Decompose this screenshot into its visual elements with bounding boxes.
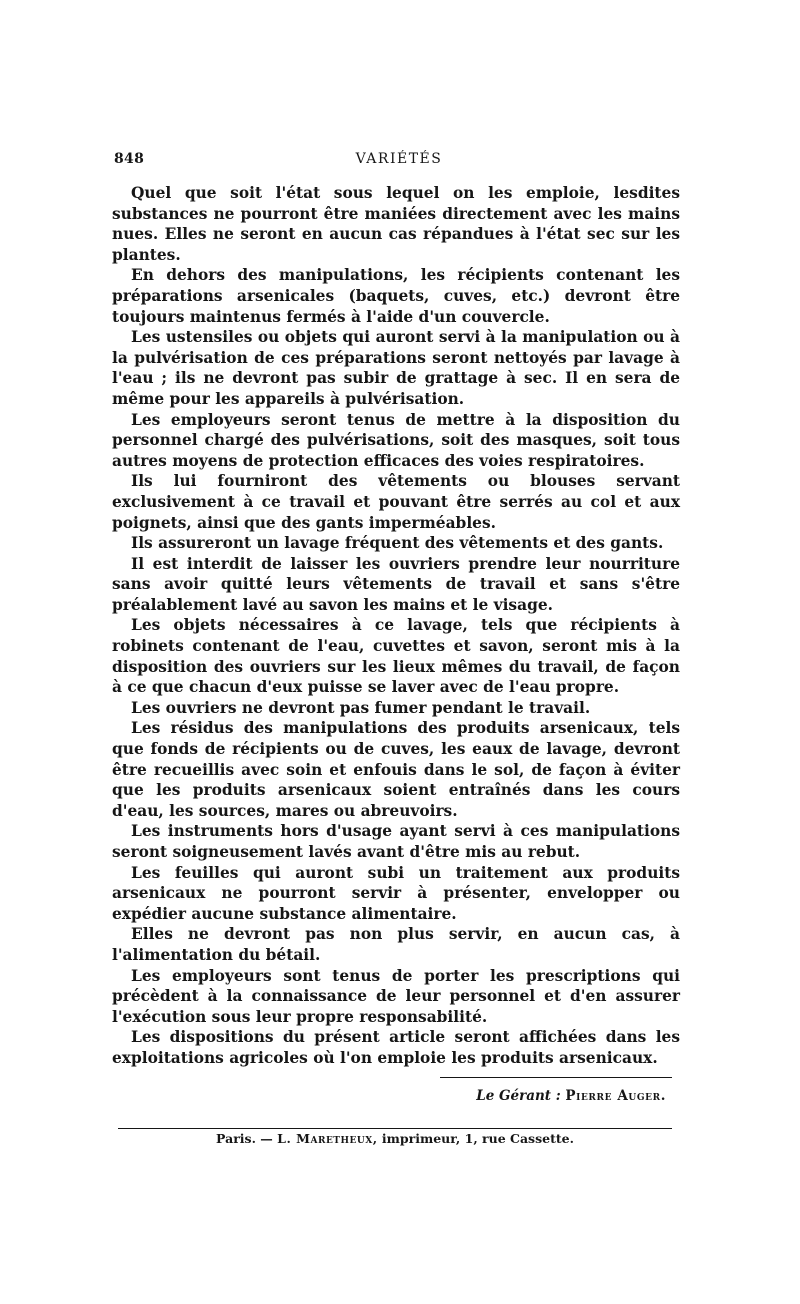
paragraph: Les instruments hors d'usage ayant servi à ces manipulations seront soigneusement lavés avant d'être mis au rebut. [112,822,680,861]
imprint-address: imprimeur, 1, rue Cassette. [381,1131,574,1146]
running-head [114,151,684,173]
body-text [112,183,680,1069]
signature-name: Pierre Auger. [565,1088,666,1104]
paragraph: En dehors des manipulations, les récipients contenant les préparations arsenicales (baquets, cuves, etc.) devront être toujours maintenus fermés à l'aide d'un couvercle. [112,266,680,326]
paragraph: Il est interdit de laisser les ouvriers prendre leur nourriture sans avoir quitté leurs vêtements de travail et sans s'être préalablement lavé au savon les mains et le visage. [112,554,680,614]
section-title: VARIÉTÉS [355,151,443,167]
paragraph: Les ustensiles ou objets qui auront servi à la manipulation ou à la pulvérisation de ces préparations seront nettoyés par lavage à l'eau ; ils ne devront pas subir de grattage à sec. Il en sera de même pour les appareils à pulvérisation. [112,328,680,408]
paragraph: Elles ne devront pas non plus servir, en aucun cas, à l'alimentation du bétail. [112,925,680,964]
paragraph: Ils lui fourniront des vêtements ou blouses servant exclusivement à ce travail et pouvant être serrés au col et aux poignets, ainsi que des gants imperméables. [112,472,680,532]
paragraph: Les objets nécessaires à ce lavage, tels que récipients à robinets contenant de l'eau, cuvettes et savon, seront mis à la disposition des ouvriers sur les lieux mêmes du travail, de façon à ce que chacun d'eux puisse se laver avec de l'eau propre. [112,616,680,697]
paragraph: Les dispositions du présent article seront affichées dans les exploitations agricoles où l'on emploie les produits arsenicaux. [112,1028,680,1067]
printer-imprint [118,1131,672,1146]
paragraph: Quel que soit l'état sous lequel on les emploie, lesdites substances ne pourront être maniées directement avec les mains nues. Elles ne seront en aucun cas répandues à l'état sec sur les plantes. [112,184,680,264]
paragraph: Les ouvriers ne devront pas fumer pendant le travail. [131,698,591,717]
signature-divider [440,1077,672,1078]
paragraph: Les employeurs seront tenus de mettre à la disposition du personnel chargé des pulvérisations, soit des masques, soit tous autres moyens de protection efficaces des voies respiratoires. [112,410,680,470]
paragraph: Les résidus des manipulations des produits arsenicaux, tels que fonds de récipients ou de cuves, les eaux de lavage, devront être recueillis avec soin et enfouis dans le sol, de façon à éviter que les produits arsenicaux soient entraînés dans les cours d'eau, les sources, mares ou abreuvoirs. [112,719,680,820]
signature-role: Le Gérant : [476,1088,561,1104]
signature-line [440,1088,666,1104]
imprint-divider [118,1128,672,1129]
imprint-printer: L. Maretheux, [277,1131,378,1146]
page-number: 848 [114,151,145,167]
paragraph: Ils assureront un lavage fréquent des vêtements et des gants. [131,534,664,553]
imprint-city: Paris. — [216,1131,273,1146]
paragraph: Les feuilles qui auront subi un traitement aux produits arsenicaux ne pourront servir à présenter, envelopper ou expédier aucune substance alimentaire. [112,863,680,923]
paragraph: Les employeurs sont tenus de porter les prescriptions qui précèdent à la connaissance de leur personnel et d'en assurer l'exécution sous leur propre responsabilité. [112,966,680,1026]
